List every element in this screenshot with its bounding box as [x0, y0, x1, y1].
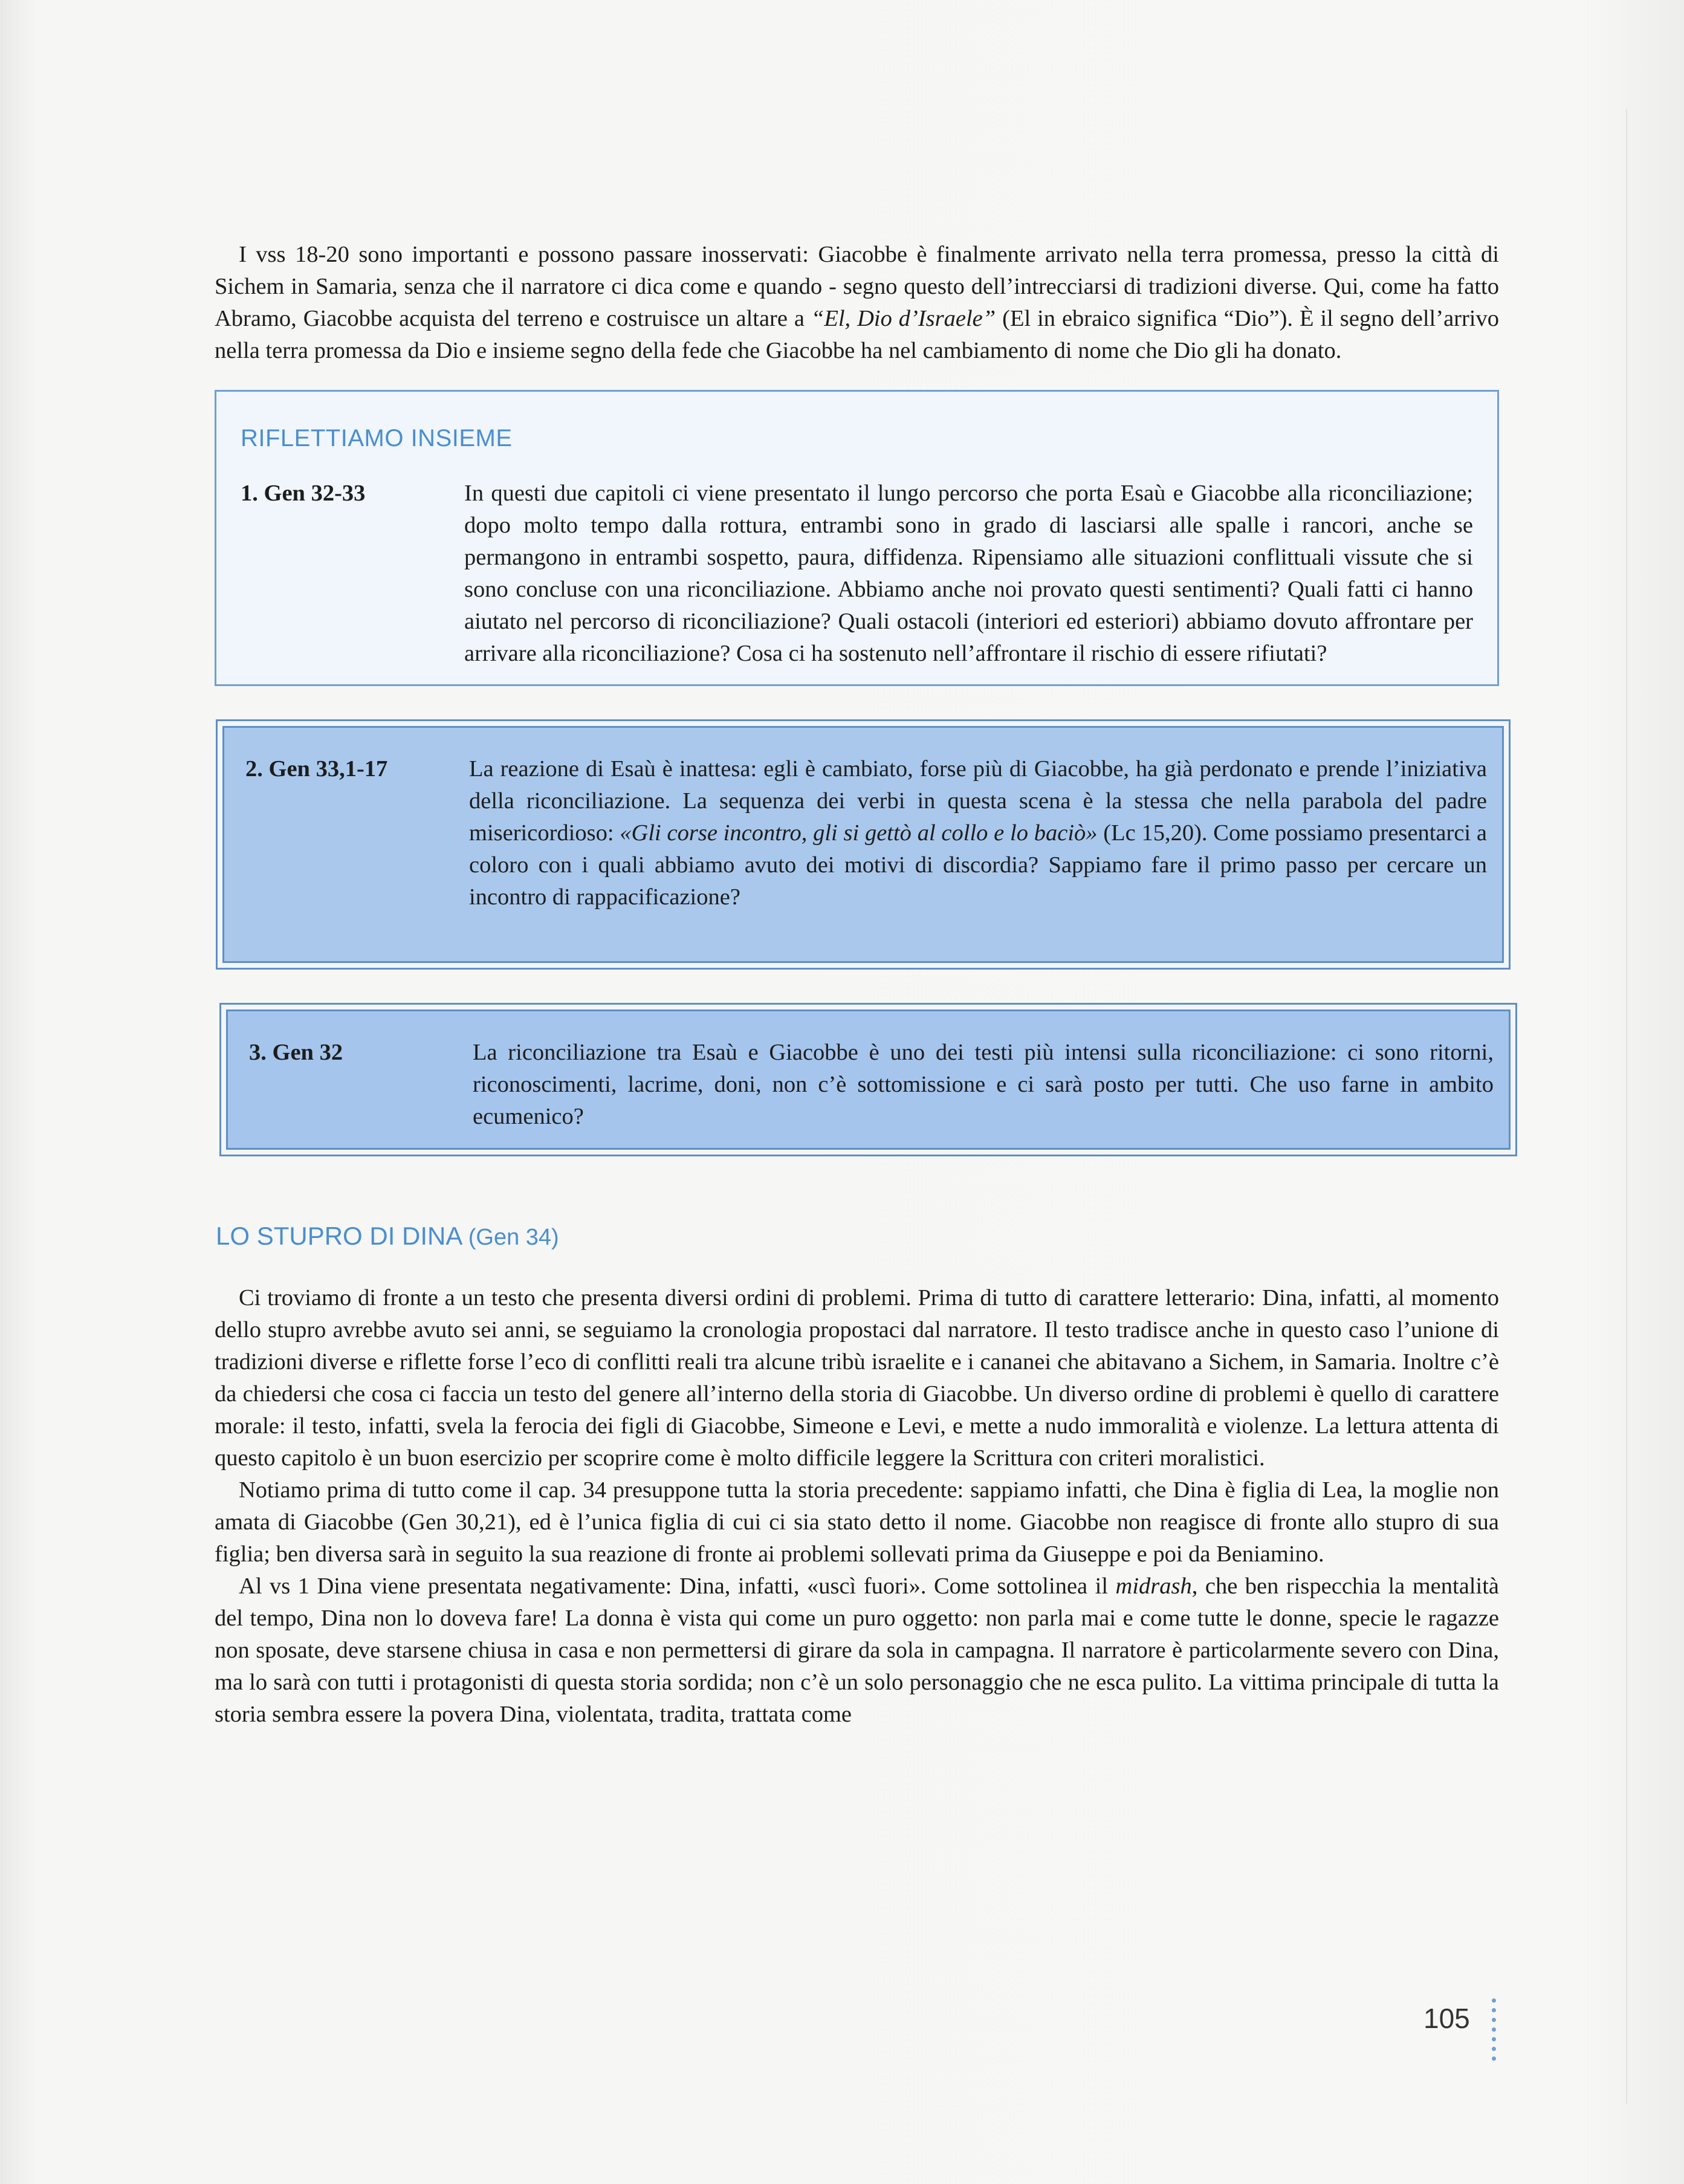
reflection-item-3 [249, 1037, 1494, 1133]
section-paragraph-3-italic: midrash [1115, 1573, 1192, 1599]
section-title [216, 1222, 1499, 1251]
reflection-box-2 [216, 719, 1511, 970]
reflection-item-1 [241, 478, 1473, 670]
section-title-ref: (Gen 34) [468, 1225, 559, 1250]
reflection-item-2-text-a: La reazione di Esaù è inattesa: egli è cambiato, forse più di Giacobbe, ha già perdonato e prende l’iniziativa della riconciliazione. La sequenza dei verbi in questa scena è la stessa che nella parabola del padre misericordioso: [469, 756, 1487, 846]
section-paragraph-3-b: , che ben rispecchia la mentalità del tempo, Dina non lo doveva fare! La donna è vista qui come un puro oggetto: non parla mai e come tutte le donne, specie le ragazze non sposate, deve starsene chiusa in casa e non permettersi di girare da sola in campagna. Il narratore è particolarmente severo con Dina, ma lo sarà con tutti i protagonisti di questa storia sordida; non c’è un solo personaggio che ne esca pulito. La vittima principale di tutta la storia sembra essere la povera Dina, violentata, tradita, trattata come [215, 1573, 1499, 1727]
intro-paragraph [215, 239, 1499, 367]
reflection-item-2-quote: «Gli corse incontro, gli si gettò al collo e lo baciò» [620, 820, 1098, 846]
intro-text-italic: “El, Dio d’Israele” [811, 306, 996, 331]
section-paragraph-1: Ci troviamo di fronte a un testo che presenta diversi ordini di problemi. Prima di tutto di carattere letterario: Dina, infatti, al momento dello stupro avrebbe avuto sei anni, se seguiamo la cronologia propostaci dal narratore. Il testo tradisce anche in questo caso l’unione di tradizioni diverse e riflette forse l’eco di conflitti reali tra alcune tribù israelite e i cananei che abitavano a Sichem, in Samaria. Inoltre c’è da chiedersi che cosa ci faccia un testo del genere all’interno della storia di Giacobbe. Un diverso ordine di problemi è quello di carattere morale: il testo, infatti, svela la ferocia dei figli di Giacobbe, Simeone e Levi, e mette a nudo immoralità e violenze. La lettura attenta di questo capitolo è un buon esercizio per scoprire come è molto difficile leggere la Scrittura con criteri moralistici. [215, 1285, 1499, 1471]
reflection-box-3-inner [226, 1009, 1511, 1150]
intro-text-a: I vss 18-20 sono importanti e possono passare inosservati: Giacobbe è finalmente arrivato nella terra promessa, presso la città di Sichem in Samaria, senza che il narratore ci dica come e quando - segno questo dell’intrecciarsi di tradizioni diverse. Qui, come ha fatto Abramo, Giacobbe acquista del terreno e costruisce un altare a [215, 242, 1499, 331]
section-paragraph-2: Notiamo prima di tutto come il cap. 34 presuppone tutta la storia precedente: sappiamo infatti, che Dina è figlia di Lea, la moglie non amata di Giacobbe (Gen 30,21), ed è l’unica figlia di cui ci sia stato detto il nome. Giacobbe non reagisce di fronte allo stupro di sua figlia; ben diversa sarà in seguito la sua reazione di fronte ai problemi sollevati prima da Giuseppe e poi da Beniamino. [215, 1477, 1499, 1567]
section-paragraph-3-a: Al vs 1 Dina viene presentata negativamente: Dina, infatti, «uscì fuori». Come sottolinea il [239, 1573, 1116, 1599]
page-number: 105 [1423, 2003, 1470, 2034]
reflection-box-2-inner [222, 726, 1504, 963]
section-title-main: LO STUPRO DI DINA [216, 1222, 462, 1250]
reflection-item-2-text-b: (Lc 15,20). Come possiamo presentarci a coloro con i quali abbiamo avuto dei motivi di discordia? Sappiamo fare il primo passo per cercare un incontro di rappacificazione? [469, 820, 1487, 910]
reflection-item-3-label: 3. Gen 32 [249, 1040, 343, 1065]
intro-text-b: (El in ebraico significa “Dio”). È il segno dell’arrivo nella terra promessa da Dio e insieme segno della fede che Giacobbe ha nel cambiamento di nome che Dio gli ha donato. [215, 306, 1499, 363]
reflection-item-3-text: La riconciliazione tra Esaù e Giacobbe è uno dei testi più intensi sulla riconciliazione: ci sono ritorni, riconoscimenti, lacrime, doni, non c’è sottomissione e ci sarà posto per tutti. Che uso farne in ambito ecumenico? [473, 1040, 1494, 1129]
reflection-item-1-label: 1. Gen 32-33 [241, 481, 366, 506]
page-edge-shadow [1626, 109, 1627, 2104]
page-content [215, 239, 1499, 1731]
reflection-item-2-text [469, 753, 1487, 913]
reflection-item-2-label: 2. Gen 33,1-17 [245, 756, 388, 782]
reflection-box-1 [215, 390, 1499, 686]
reflection-item-1-text: In questi due capitoli ci viene presentato il lungo percorso che porta Esaù e Giacobbe alla riconciliazione; dopo molto tempo dalla rottura, entrambi sono in grado di lasciarsi alle spalle i rancori, anche se permangono in entrambi sospetto, paura, diffidenza. Ripensiamo alle situazioni conflittuali vissute che si sono concluse con una riconciliazione. Abbiamo anche noi provato questi sentimenti? Quali fatti ci hanno aiutato nel percorso di riconciliazione? Quali ostacoli (interiori ed esteriori) abbiamo dovuto affrontare per arrivare alla riconciliazione? Cosa ci ha sostenuto nell’affrontare il rischio di essere rifiutati? [464, 481, 1473, 666]
reflection-heading: RIFLETTIAMO INSIEME [241, 425, 513, 452]
reflection-item-2 [245, 753, 1487, 913]
section-paragraph-3 [215, 1570, 1499, 1731]
reflection-box-3 [219, 1003, 1517, 1156]
page-number-dots-ornament [1492, 1998, 1497, 2066]
